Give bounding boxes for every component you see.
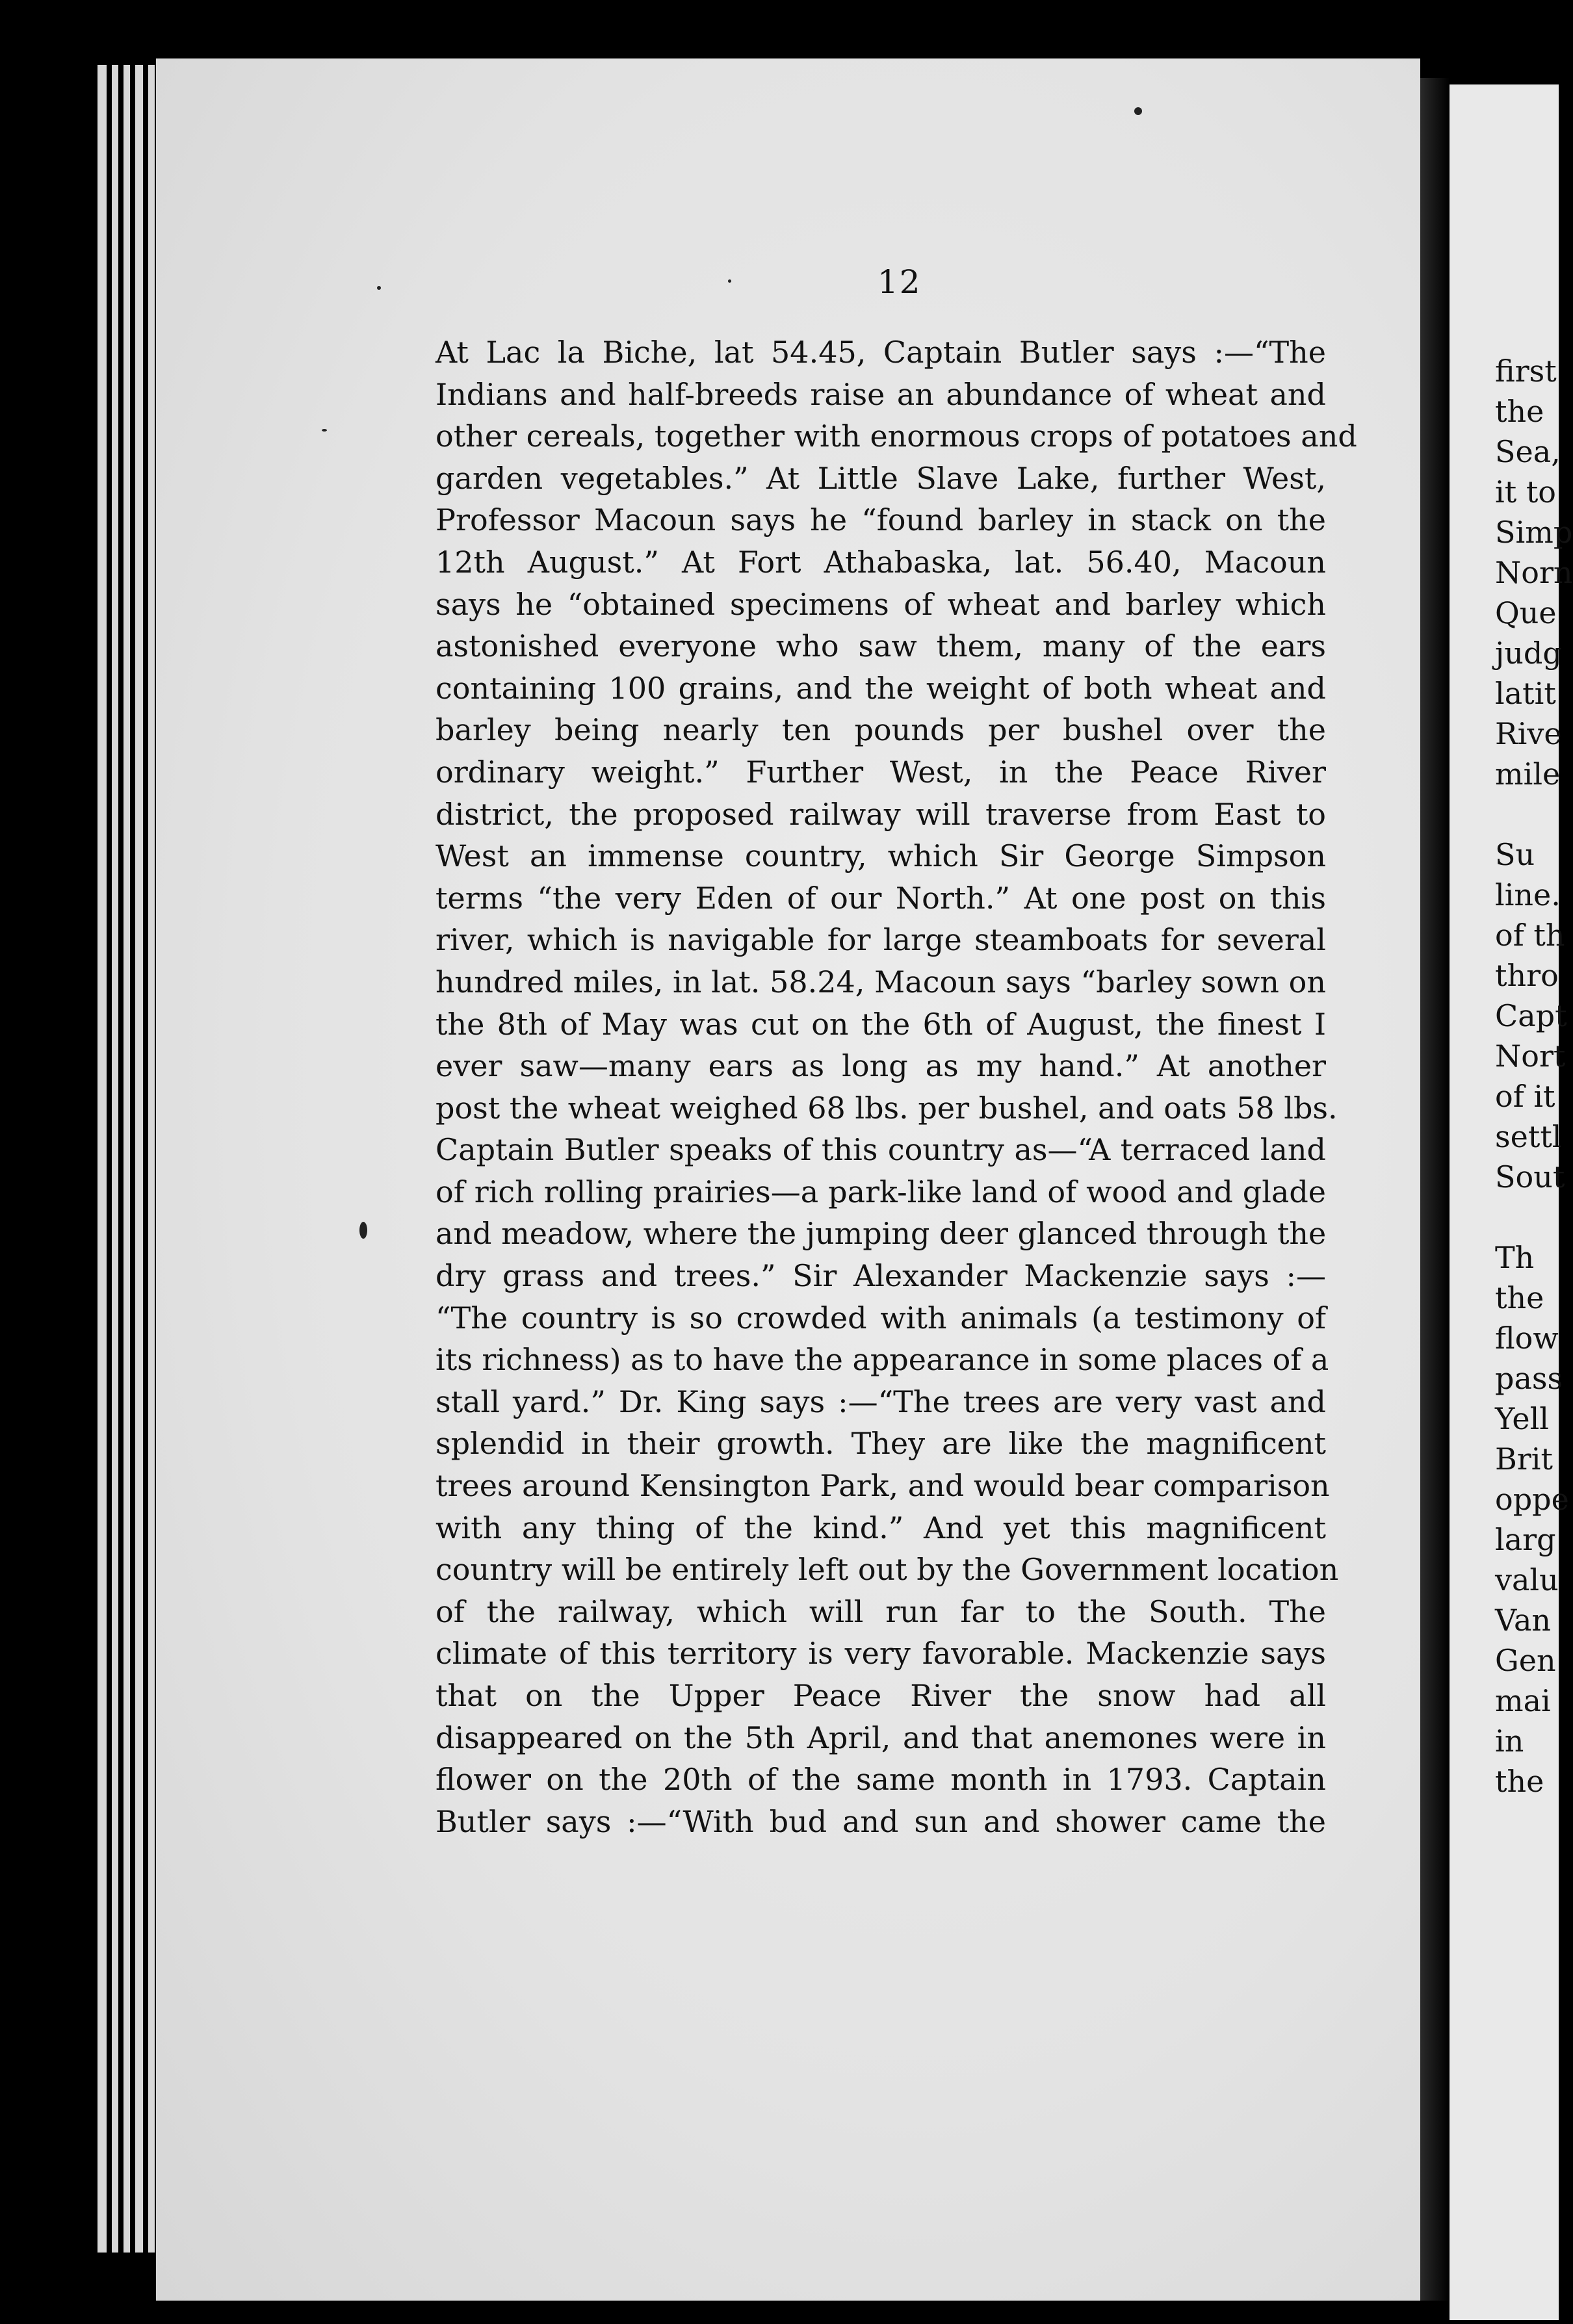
text-line: of rich rolling prairies—a park-like land of wood and glade	[436, 1174, 1326, 1209]
scan-speck	[1134, 107, 1142, 115]
text-line: Indians and half-breeds raise an abundance of wheat and	[436, 376, 1326, 412]
page-edge	[98, 65, 107, 2253]
facing-text-line: mile	[1495, 756, 1561, 792]
text-line: stall yard.” Dr. King says :—“The trees are very vast and	[436, 1384, 1326, 1419]
text-line: 12th August.” At Fort Athabaska, lat. 56.40, Macoun	[436, 544, 1326, 580]
text-line: says he “obtained specimens of wheat and barley which	[436, 586, 1326, 622]
text-line: country will be entirely left out by the Government location	[436, 1552, 1339, 1588]
facing-text-line: Van	[1495, 1603, 1552, 1638]
facing-text-line: the	[1495, 1764, 1544, 1799]
facing-page-text	[1495, 351, 1573, 1801]
text-line: garden vegetables.” At Little Slave Lake, further West,	[436, 460, 1326, 496]
facing-text-line: Rive	[1495, 716, 1562, 751]
text-line: river, which is navigable for large steamboats for several	[436, 922, 1326, 958]
page-edge	[124, 65, 130, 2253]
facing-text-line: Norn	[1495, 555, 1573, 590]
facing-text-line: valu	[1495, 1562, 1559, 1597]
facing-text-line: Capt	[1495, 998, 1567, 1033]
facing-text-line: larg	[1495, 1522, 1556, 1557]
text-line: and meadow, where the jumping deer glanced through the	[436, 1216, 1327, 1252]
scan-speck	[377, 286, 381, 290]
scan-speck	[322, 429, 327, 432]
facing-text-line: of th	[1495, 918, 1565, 953]
text-line: West an immense country, which Sir George Simpson	[436, 838, 1326, 874]
body-paragraph	[436, 331, 1357, 1842]
facing-text-line: it to	[1495, 474, 1556, 510]
facing-text-line: Yell	[1495, 1401, 1550, 1436]
text-line: ever saw—many ears as long as my hand.” At another	[436, 1048, 1326, 1084]
facing-text-line: oppe	[1495, 1482, 1569, 1517]
text-line: ordinary weight.” Further West, in the Peace River	[436, 754, 1326, 790]
text-line: Professor Macoun says he “found barley in stack on the	[436, 502, 1326, 538]
text-line: splendid in their growth. They are like the magnificent	[436, 1426, 1326, 1462]
paragraph-gap	[1495, 1197, 1573, 1237]
paragraph-gap	[1495, 794, 1573, 834]
facing-text-line: in	[1495, 1724, 1524, 1759]
scan-speck	[359, 1222, 367, 1239]
facing-text-line: the	[1495, 1280, 1544, 1315]
text-line: hundred miles, in lat. 58.24, Macoun says “barley sown on	[436, 964, 1326, 1000]
facing-text-line: Nort	[1495, 1039, 1566, 1074]
facing-text-line: Sea,	[1495, 434, 1561, 469]
text-line: containing 100 grains, and the weight of both wheat and	[436, 670, 1326, 706]
book-gutter	[1420, 78, 1450, 2301]
text-line: its richness) as to have the appearance in some places of a	[436, 1342, 1329, 1378]
text-line: Captain Butler speaks of this country as—“A terraced land	[436, 1132, 1326, 1168]
text-line: astonished everyone who saw them, many of the ears	[436, 628, 1326, 664]
text-line: climate of this territory is very favorable. Mackenzie says	[436, 1636, 1326, 1672]
facing-text-line: Brit	[1495, 1441, 1553, 1477]
facing-text-line: Gen	[1495, 1643, 1556, 1678]
facing-text-line: settl	[1495, 1119, 1562, 1154]
text-line: barley being nearly ten pounds per bushel over the	[436, 712, 1326, 748]
text-line: other cereals, together with enormous crops of potatoes and	[436, 419, 1357, 454]
page-edge	[112, 65, 118, 2253]
facing-text-line: pass	[1495, 1361, 1563, 1396]
text-line: flower on the 20th of the same month in 1793. Captain	[436, 1762, 1326, 1798]
text-line: disappeared on the 5th April, and that anemones were in	[436, 1720, 1326, 1755]
facing-text-line: Que	[1495, 595, 1557, 630]
text-line: dry grass and trees.” Sir Alexander Mackenzie says :—	[436, 1258, 1326, 1294]
facing-text-line: the	[1495, 394, 1544, 429]
facing-text-line: mai	[1495, 1683, 1551, 1718]
facing-text-line: line.	[1495, 877, 1561, 912]
page-edge	[148, 65, 155, 2253]
text-line: “The country is so crowded with animals (a testimony of	[436, 1300, 1326, 1336]
facing-text-line: Th	[1495, 1240, 1535, 1275]
facing-text-line: Simp	[1495, 515, 1573, 550]
facing-text-line: flow	[1495, 1321, 1559, 1356]
scan-speck	[728, 279, 731, 283]
facing-text-line: latit	[1495, 676, 1556, 711]
facing-text-line: first	[1495, 354, 1557, 389]
facing-text-line: Sout	[1495, 1159, 1565, 1194]
text-line: the 8th of May was cut on the 6th of August, the finest I	[436, 1006, 1326, 1042]
text-line: post the wheat weighed 68 lbs. per bushel, and oats 58 lbs.	[436, 1090, 1338, 1126]
facing-text-line: of it	[1495, 1079, 1555, 1114]
text-line: terms “the very Eden of our North.” At one post on this	[436, 880, 1326, 916]
text-line: that on the Upper Peace River the snow had all	[436, 1678, 1326, 1713]
text-line: trees around Kensington Park, and would bear comparison	[436, 1468, 1330, 1504]
text-line: Butler says :—“With bud and sun and shower came the	[436, 1803, 1326, 1839]
text-line: At Lac la Biche, lat 54.45, Captain Butler says :—“The	[436, 335, 1326, 370]
text-line: with any thing of the kind.” And yet this magnificent	[436, 1510, 1326, 1545]
text-line: of the railway, which will run far to the South. The	[436, 1594, 1326, 1629]
facing-text-line: thro	[1495, 958, 1559, 993]
text-line: district, the proposed railway will traverse from East to	[436, 796, 1326, 832]
facing-text-line: judg	[1495, 636, 1562, 671]
facing-text-line: Su	[1495, 837, 1535, 872]
page-edge	[135, 65, 143, 2253]
page-number: 12	[878, 263, 922, 301]
